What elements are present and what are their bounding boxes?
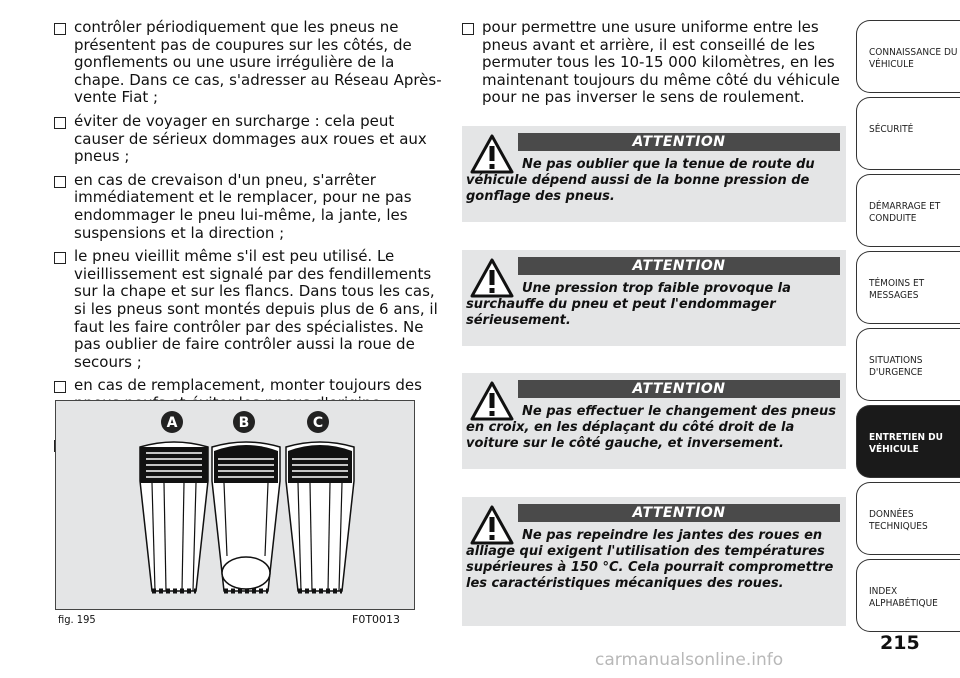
checkbox-bullet-icon: [54, 117, 66, 129]
watermark: carmanualsonline.info: [595, 650, 784, 670]
tyre-c-icon: [286, 442, 354, 591]
warning-box: [462, 497, 846, 626]
svg-text:C: C: [312, 415, 324, 431]
warning-text: Ne pas oublier que la tenue de route du véhicule dépend aussi de la bonne pression de gonflage des pneus.: [466, 157, 815, 204]
bullet-item: éviter de voyager en surcharge : cela peut causer de sérieux dommages aux roues et aux pneus ;: [48, 113, 443, 166]
warning-title: ATTENTION: [518, 504, 840, 522]
bullet-item: pour permettre une usure uniforme entre les pneus avant et arrière, il est conseillé de les permuter tous les 10-15 000 kilomètres, en les maintenant toujours du même côté du véhicule pour ne pas inverser le sens de roulement.: [456, 19, 848, 107]
tab-situations-urgence[interactable]: SITUATIONS D'URGENCE: [856, 328, 960, 401]
warning-box: [462, 250, 846, 346]
tab-donnees-techniques[interactable]: DONNÉES TECHNIQUES: [856, 482, 960, 555]
checkbox-bullet-icon: [54, 23, 66, 35]
warning-title: ATTENTION: [518, 380, 840, 398]
svg-text:B: B: [238, 415, 250, 431]
label-a: [161, 411, 183, 433]
figure-code: F0T0013: [352, 613, 401, 626]
bullet-item: le pneu vieillit même s'il est peu utilisé. Le vieillissement est signalé par des fendillements sur la chape et sur les flancs. Dans tous les cas, si les pneus sont montés depuis plus de 6 ans, il faut les faire contrôler par des spécialistes. Ne pas oublier de faire contrôler aussi la roue de secours ;: [48, 248, 443, 371]
page-number: 215: [880, 632, 920, 654]
tyre-a-icon: [140, 442, 208, 591]
tab-demarrage-conduite[interactable]: DÉMARRAGE ET CONDUITE: [856, 174, 960, 247]
bullet-item: en cas de remplacement, monter toujours des: [48, 377, 443, 430]
tyre-b-icon: [212, 442, 280, 591]
figure-caption: fig. 195: [58, 613, 96, 626]
checkbox-bullet-icon: [54, 381, 66, 393]
checkbox-bullet-icon: [462, 23, 474, 35]
svg-text:A: A: [166, 415, 178, 431]
warning-box: [462, 373, 846, 469]
tyre-wear-figure: [55, 400, 415, 610]
label-c: [307, 411, 329, 433]
label-b: [233, 411, 255, 433]
warning-text: Ne pas repeindre les jantes des roues en alliage qui exigent l'utilisation des températures supérieures à 150 °C. Cela pourrait compromettre les caractéristiques mécaniques des roues.: [466, 528, 834, 591]
bullet-item: contrôler périodiquement que les pneus ne présentent pas de coupures sur les côtés, de gonflements ou une usure irrégulière de la chape. Dans ce cas, s'adresser au Réseau Après-vente Fiat ;: [48, 19, 443, 107]
tyre-illustration: [56, 401, 414, 609]
warning-box: [462, 126, 846, 222]
tab-connaissance-vehicule[interactable]: CONNAISSANCE DU VÉHICULE: [856, 20, 960, 93]
right-column: [456, 19, 848, 113]
tab-entretien-vehicule[interactable]: ENTRETIEN DU VÉHICULE: [856, 405, 960, 478]
warning-text: Ne pas effectuer le changement des pneus en croix, en les déplaçant du côté droit de la voiture sur le côté gauche, et inversement.: [466, 404, 836, 451]
tab-securite[interactable]: SÉCURITÉ: [856, 97, 960, 170]
tab-index-alphabetique[interactable]: INDEX ALPHABÉTIQUE: [856, 559, 960, 632]
warning-title: ATTENTION: [518, 133, 840, 151]
checkbox-bullet-icon: [54, 176, 66, 188]
warning-text: Une pression trop faible provoque la surchauffe du pneu et peut l'endommager sérieusement.: [466, 281, 791, 328]
bullet-item: en cas de crevaison d'un pneu, s'arrêter immédiatement et le remplacer, pour ne pas endommager le pneu lui-même, la jante, les suspensions et la direction ;: [48, 172, 443, 242]
tab-temoins-messages[interactable]: TÉMOINS ET MESSAGES: [856, 251, 960, 324]
checkbox-bullet-icon: [54, 252, 66, 264]
warning-title: ATTENTION: [518, 257, 840, 275]
